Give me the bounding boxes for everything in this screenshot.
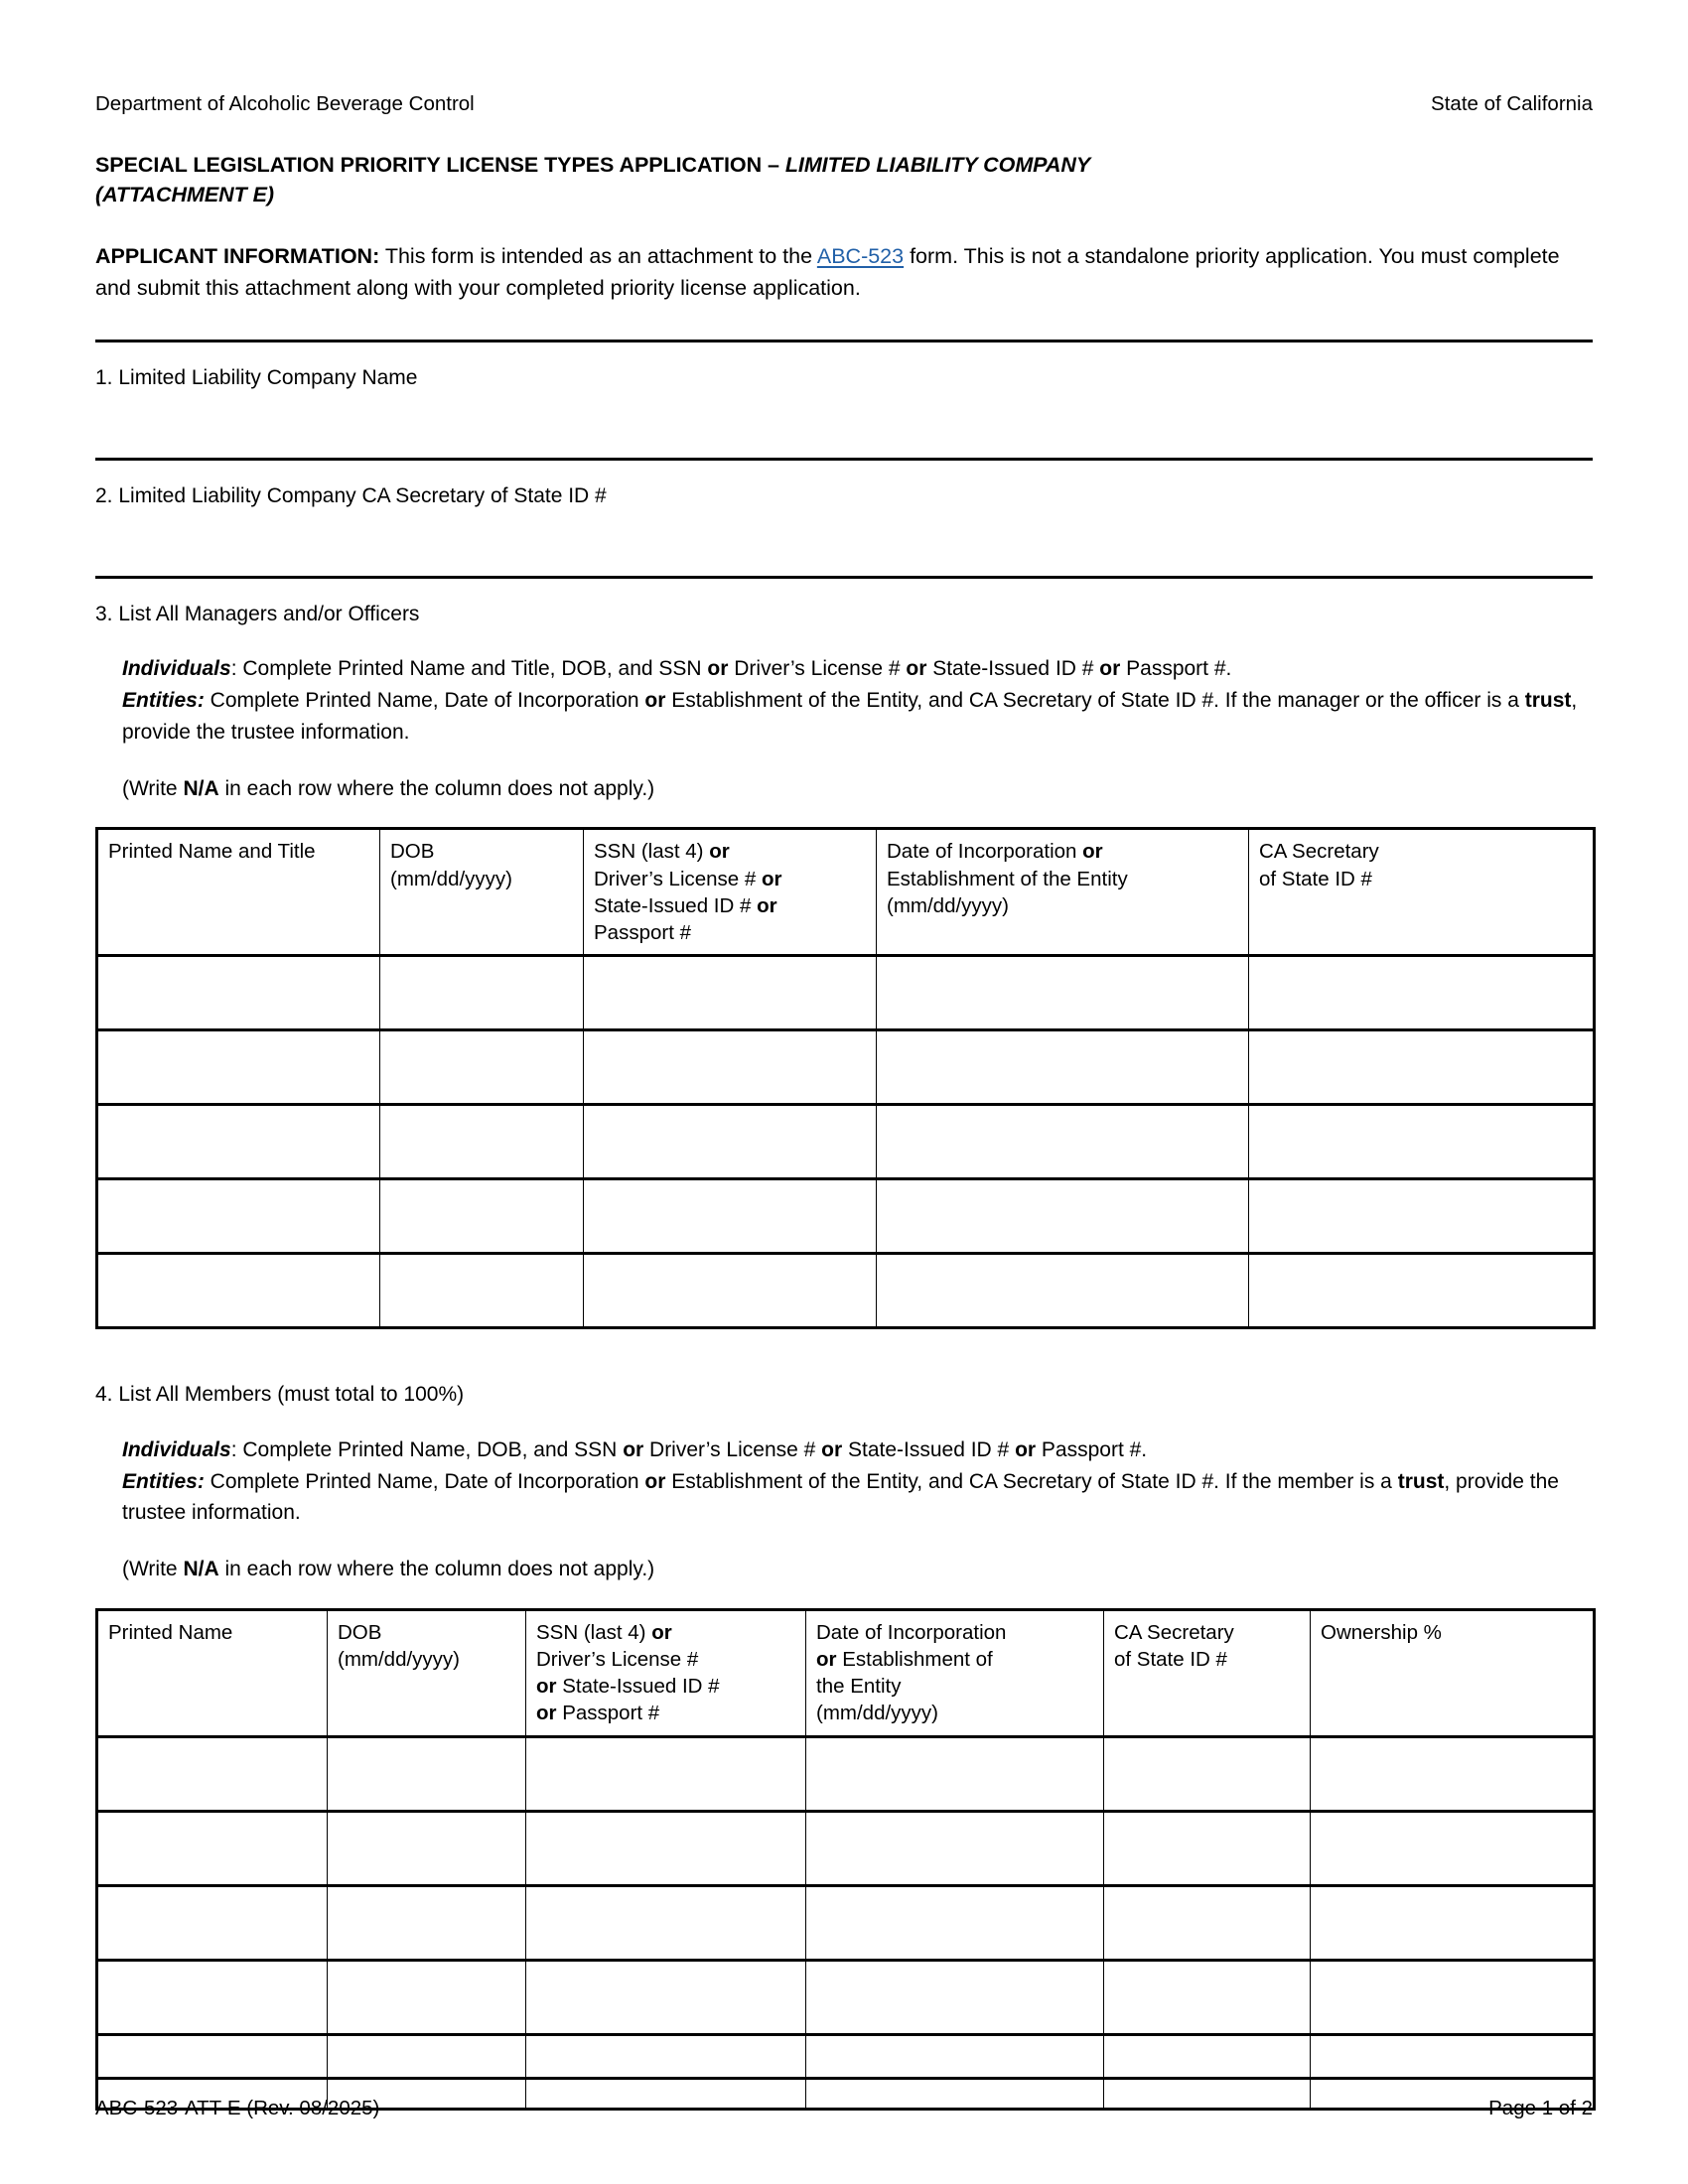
intro-text-before-link: This form is intended as an attachment to the <box>379 243 817 268</box>
document-footer <box>95 2077 1593 2184</box>
table-cell-input[interactable] <box>1104 1885 1311 1960</box>
managers-officers-table-body <box>97 956 1595 1328</box>
section-4-entities-or: or <box>644 1469 666 1493</box>
table-cell-input[interactable] <box>584 1179 877 1254</box>
table-cell-input[interactable] <box>806 1885 1104 1960</box>
section-4-individuals-text-2: Driver’s License # <box>643 1437 822 1461</box>
section-4-heading: 4. List All Members (must total to 100%) <box>95 1383 465 1407</box>
title-line1-plain: SPECIAL LEGISLATION PRIORITY LICENSE TYPES APPLICATION – <box>95 152 785 177</box>
table-cell-input[interactable] <box>380 1030 584 1105</box>
table-header-row <box>97 829 1595 956</box>
table-cell-input[interactable] <box>1249 1030 1595 1105</box>
table-cell-input[interactable] <box>328 1736 526 1811</box>
table-cell-input[interactable] <box>380 956 584 1030</box>
field-llc-name-label: 1. Limited Liability Company Name <box>95 366 418 389</box>
section-3-individuals-text-2: Driver’s License # <box>728 657 907 681</box>
table-cell-input[interactable] <box>584 1105 877 1179</box>
table-cell-input[interactable] <box>1311 1960 1595 2034</box>
table-cell-input[interactable] <box>806 1811 1104 1885</box>
section-4-na-note-after: in each row where the column does not apply.) <box>218 1558 655 1581</box>
table-cell-input[interactable] <box>1249 956 1595 1030</box>
section-3-or-1: or <box>707 657 729 681</box>
column-header-ca-sos-id: CA Secretary of State ID # <box>1249 829 1595 956</box>
section-4-individuals-label: Individuals <box>122 1437 231 1461</box>
section-3-instructions <box>95 653 1593 749</box>
managers-officers-table <box>95 827 1596 1329</box>
column-header-ca-sos-id: CA Secretary of State ID # <box>1104 1609 1311 1736</box>
divider-above-section-3 <box>95 576 1593 579</box>
section-3-individuals-label: Individuals <box>122 657 231 681</box>
section-4-na-note-bold: N/A <box>183 1558 219 1581</box>
column-header-ssn-id: SSN (last 4) or Driver’s License # or State-Issued ID # or Passport # <box>584 829 877 956</box>
field-llc-sos-id[interactable] <box>95 461 1593 576</box>
table-row <box>97 1736 1595 1811</box>
table-cell-input[interactable] <box>1249 1179 1595 1254</box>
section-3-individuals-text-4: Passport #. <box>1120 657 1232 681</box>
applicant-information-label: APPLICANT INFORMATION: <box>95 243 380 268</box>
section-3-entities-or: or <box>644 689 666 713</box>
section-3-entities-text-2: Establishment of the Entity, and CA Secretary of State ID #. If the manager or the officer is a <box>665 689 1525 713</box>
applicant-information-paragraph <box>95 240 1593 305</box>
abc-523-link[interactable]: ABC-523 <box>816 243 905 268</box>
table-cell-input[interactable] <box>1311 1811 1595 1885</box>
agency-name: Department of Alcoholic Beverage Control <box>95 92 475 115</box>
table-cell-input[interactable] <box>806 1960 1104 2034</box>
section-3-na-note-bold: N/A <box>183 777 219 801</box>
table-cell-input[interactable] <box>328 1885 526 1960</box>
table-cell-input[interactable] <box>584 956 877 1030</box>
table-cell-input[interactable] <box>1249 1254 1595 1328</box>
table-cell-input[interactable] <box>380 1254 584 1328</box>
field-llc-name[interactable] <box>95 342 1593 458</box>
column-header-date-incorporation: Date of Incorporation or Establishment of the Entity (mm/dd/yyyy) <box>806 1609 1104 1736</box>
table-cell-input[interactable] <box>97 1811 328 1885</box>
section-4-trust-word: trust <box>1397 1469 1445 1493</box>
table-row <box>97 1885 1595 1960</box>
section-3-entities-label: Entities: <box>122 689 205 713</box>
section-4-individuals-text-1: : Complete Printed Name, DOB, and SSN <box>230 1437 624 1461</box>
table-row <box>97 1179 1595 1254</box>
table-cell-input[interactable] <box>526 1736 806 1811</box>
table-cell-input[interactable] <box>97 1030 380 1105</box>
section-3-na-note <box>95 775 1593 802</box>
table-cell-input[interactable] <box>97 956 380 1030</box>
members-table <box>95 1608 1596 2111</box>
section-4-or-1: or <box>623 1437 644 1461</box>
column-header-ownership-percent: Ownership % <box>1311 1609 1595 1736</box>
table-cell-input[interactable] <box>97 1254 380 1328</box>
page-title <box>95 150 1593 210</box>
section-4-entities-text-2: Establishment of the Entity, and CA Secretary of State ID #. If the member is a <box>665 1469 1398 1493</box>
section-4-na-note <box>95 1556 1593 1582</box>
table-cell-input[interactable] <box>584 1030 877 1105</box>
title-line2-italic: (ATTACHMENT E) <box>95 183 275 207</box>
table-cell-input[interactable] <box>1311 1885 1595 1960</box>
table-cell-input[interactable] <box>877 956 1249 1030</box>
section-4-na-note-before: (Write <box>122 1558 184 1581</box>
table-cell-input[interactable] <box>97 1105 380 1179</box>
section-3-entities-text-1: Complete Printed Name, Date of Incorporation <box>204 689 645 713</box>
section-3-individuals-text-3: State-Issued ID # <box>926 657 1100 681</box>
column-header-printed-name: Printed Name <box>97 1609 328 1736</box>
table-cell-input[interactable] <box>877 1030 1249 1105</box>
table-row <box>97 1030 1595 1105</box>
column-header-ssn-id: SSN (last 4) or Driver’s License # or State-Issued ID # or Passport # <box>526 1609 806 1736</box>
table-cell-input[interactable] <box>1249 1105 1595 1179</box>
table-cell-input[interactable] <box>380 1179 584 1254</box>
table-cell-input[interactable] <box>1311 1736 1595 1811</box>
section-3-individuals-text-1: : Complete Printed Name and Title, DOB, and SSN <box>230 657 708 681</box>
section-4-entities-text-1: Complete Printed Name, Date of Incorporation <box>204 1469 645 1493</box>
table-cell-input[interactable] <box>877 1179 1249 1254</box>
table-row <box>97 1960 1595 2034</box>
spacer-after-managers-table <box>95 1329 1593 1359</box>
table-cell-input[interactable] <box>97 1885 328 1960</box>
title-line1-italic: LIMITED LIABILITY COMPANY <box>784 152 1091 177</box>
section-3-heading: 3. List All Managers and/or Officers <box>95 603 420 625</box>
table-cell-input[interactable] <box>97 1736 328 1811</box>
page-number: Page 1 of 2 <box>1488 2097 1593 2119</box>
section-4-or-2: or <box>821 1437 843 1461</box>
table-cell-input[interactable] <box>328 1960 526 2034</box>
form-revision-id: ABC-523-ATT-E (Rev. 08/2025) <box>95 2097 380 2119</box>
column-header-printed-name-title: Printed Name and Title <box>97 829 380 956</box>
section-3-trust-word: trust <box>1524 689 1572 713</box>
table-row <box>97 1105 1595 1179</box>
table-cell-input[interactable] <box>526 1811 806 1885</box>
document-header <box>95 0 1593 117</box>
members-table-body <box>97 1736 1595 2109</box>
section-3-na-note-before: (Write <box>122 777 184 801</box>
intro-text-after-link: form. This is not a standalone priority application. You must complete and submit this attachment along with your completed priority license application. <box>95 243 1560 301</box>
section-4-individuals-text-4: Passport #. <box>1036 1437 1148 1461</box>
table-cell-input[interactable] <box>1104 1960 1311 2034</box>
table-row <box>97 1254 1595 1328</box>
field-llc-sos-id-label: 2. Limited Liability Company CA Secretary of State ID # <box>95 484 607 507</box>
section-3-entities-text-3: , provide the trustee information. <box>122 689 1578 745</box>
table-row <box>97 956 1595 1030</box>
state-name: State of California <box>1431 92 1593 115</box>
section-3-na-note-after: in each row where the column does not apply.) <box>218 777 655 801</box>
table-cell-input[interactable] <box>584 1254 877 1328</box>
section-4-or-3: or <box>1015 1437 1037 1461</box>
section-3-or-3: or <box>1099 657 1121 681</box>
column-header-date-incorporation: Date of Incorporation or Establishment of the Entity (mm/dd/yyyy) <box>877 829 1249 956</box>
table-cell-input[interactable] <box>806 1736 1104 1811</box>
table-cell-input[interactable] <box>526 1885 806 1960</box>
table-cell-input[interactable] <box>526 1960 806 2034</box>
table-cell-input[interactable] <box>877 1105 1249 1179</box>
section-4-entities-text-3: , provide the trustee information. <box>122 1469 1559 1525</box>
table-cell-input[interactable] <box>877 1254 1249 1328</box>
table-cell-input[interactable] <box>97 1960 328 2034</box>
table-header-row <box>97 1609 1595 1736</box>
table-cell-input[interactable] <box>1104 1811 1311 1885</box>
table-cell-input[interactable] <box>1104 1736 1311 1811</box>
column-header-dob: DOB (mm/dd/yyyy) <box>328 1609 526 1736</box>
column-header-dob: DOB (mm/dd/yyyy) <box>380 829 584 956</box>
section-4-individuals-text-3: State-Issued ID # <box>842 1437 1016 1461</box>
table-row <box>97 1811 1595 1885</box>
table-cell-input[interactable] <box>97 1179 380 1254</box>
section-4-entities-label: Entities: <box>122 1469 205 1493</box>
section-4-instructions <box>95 1434 1593 1530</box>
section-3-or-2: or <box>906 657 927 681</box>
table-cell-input[interactable] <box>328 1811 526 1885</box>
table-cell-input[interactable] <box>380 1105 584 1179</box>
